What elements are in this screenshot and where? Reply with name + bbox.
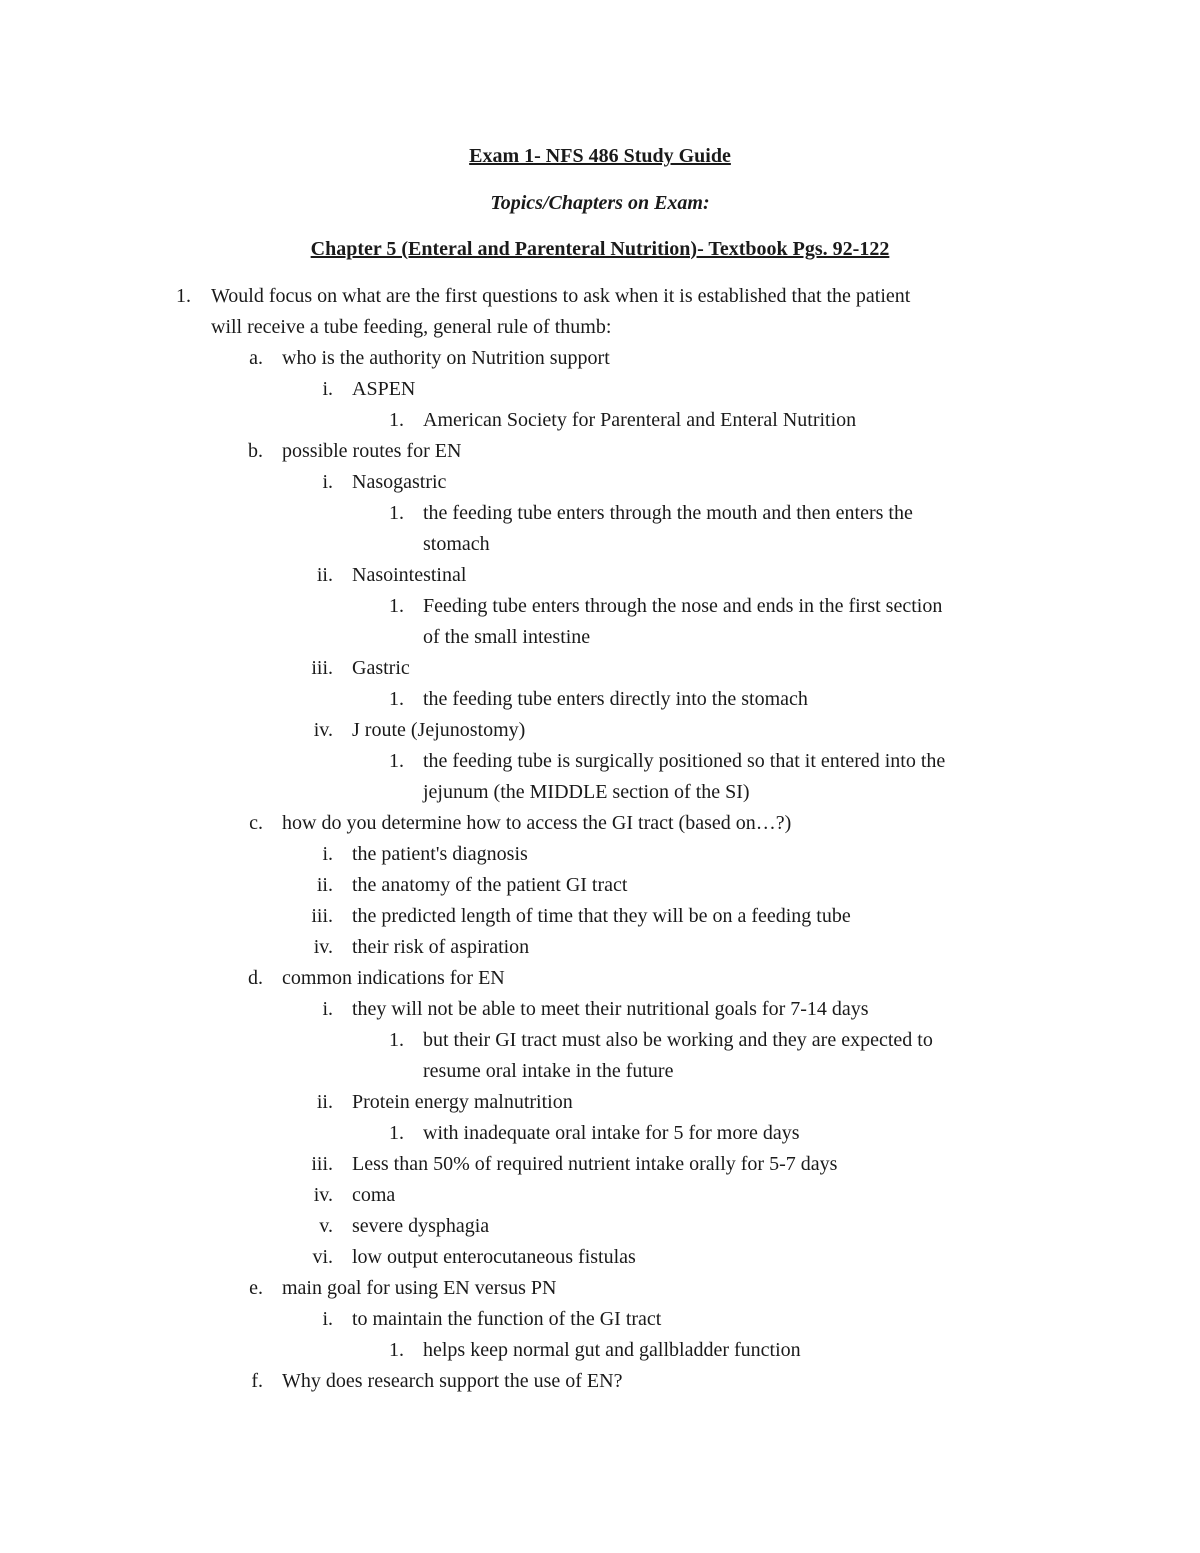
outline-item: [0, 312, 1200, 343]
outline-item: [0, 715, 1200, 746]
outline-item: [0, 1211, 1200, 1242]
outline-item-text: the predicted length of time that they will be on a feeding tube: [352, 905, 851, 927]
outline-item-text: the anatomy of the patient GI tract: [352, 874, 628, 896]
outline-item-marker: i.: [322, 1308, 333, 1330]
outline-item: [0, 1087, 1200, 1118]
outline-item: [0, 281, 1200, 312]
outline-item-text: the feeding tube is surgically positioned so that it entered into the: [423, 750, 946, 772]
outline-item-marker: vi.: [312, 1246, 333, 1268]
outline-item-text: Why does research support the use of EN?: [282, 1370, 623, 1392]
outline-item-marker: e.: [249, 1277, 263, 1299]
outline-item: [0, 374, 1200, 405]
outline-item: [0, 436, 1200, 467]
outline-item-text: American Society for Parenteral and Enteral Nutrition: [423, 409, 857, 431]
outline-item: [0, 1273, 1200, 1304]
outline-item-text: main goal for using EN versus PN: [282, 1277, 557, 1299]
outline-item-text: jejunum (the MIDDLE section of the SI): [423, 781, 750, 803]
outline-item: [0, 405, 1200, 436]
outline-item-marker: a.: [249, 347, 263, 369]
outline-item-text: severe dysphagia: [352, 1215, 490, 1237]
outline-item-marker: iv.: [313, 1184, 333, 1206]
outline-item-text: how do you determine how to access the GI tract (based on…?): [282, 812, 792, 834]
outline-item-marker: 1.: [389, 750, 404, 772]
outline-item-text: with inadequate oral intake for 5 for more days: [423, 1122, 800, 1144]
outline-item-text: who is the authority on Nutrition support: [282, 347, 610, 369]
outline-item-marker: iv.: [313, 936, 333, 958]
outline-item-marker: d.: [248, 967, 263, 989]
outline-item-text: the feeding tube enters directly into the stomach: [423, 688, 808, 710]
outline-item-text: J route (Jejunostomy): [352, 719, 526, 741]
outline-item-marker: ii.: [316, 1091, 333, 1113]
outline-item-marker: f.: [251, 1370, 263, 1392]
outline-item-text: their risk of aspiration: [352, 936, 530, 958]
outline-item: [0, 1180, 1200, 1211]
outline-item-marker: 1.: [389, 595, 404, 617]
outline-item-marker: 1.: [389, 1029, 404, 1051]
document-title: Exam 1- NFS 486 Study Guide: [469, 145, 731, 167]
outline-item-text: ASPEN: [352, 378, 416, 400]
outline-item: [0, 777, 1200, 808]
outline-item: [0, 839, 1200, 870]
outline-item: [0, 622, 1200, 653]
outline-item: [0, 1118, 1200, 1149]
outline-item: [0, 1304, 1200, 1335]
outline-item: [0, 901, 1200, 932]
outline-item: [0, 1242, 1200, 1273]
outline-item-marker: iv.: [313, 719, 333, 741]
outline-item: [0, 560, 1200, 591]
outline-item-marker: c.: [249, 812, 263, 834]
outline-item-text: common indications for EN: [282, 967, 505, 989]
outline-item-text: resume oral intake in the future: [423, 1060, 674, 1082]
outline-item-text: but their GI tract must also be working and they are expected to: [423, 1029, 933, 1051]
outline-item-marker: 1.: [389, 1339, 404, 1361]
outline-item: [0, 684, 1200, 715]
outline-item-text: stomach: [423, 533, 490, 555]
outline-item-text: coma: [352, 1184, 396, 1206]
outline-item-text: of the small intestine: [423, 626, 591, 648]
outline-item-marker: ii.: [316, 564, 333, 586]
outline-item-text: the patient's diagnosis: [352, 843, 528, 865]
outline-item-text: Feeding tube enters through the nose and ends in the first section: [423, 595, 943, 617]
outline-item: [0, 994, 1200, 1025]
outline-item: [0, 1335, 1200, 1366]
outline-item: [0, 343, 1200, 374]
outline-item: [0, 963, 1200, 994]
outline-item-text: helps keep normal gut and gallbladder function: [423, 1339, 801, 1361]
outline-item-marker: i.: [322, 471, 333, 493]
outline-item: [0, 1366, 1200, 1397]
outline-item-text: to maintain the function of the GI tract: [352, 1308, 662, 1330]
outline-item-marker: i.: [322, 378, 333, 400]
outline-item-marker: 1.: [176, 285, 191, 307]
outline-item: [0, 1056, 1200, 1087]
outline-item-marker: iii.: [311, 1153, 333, 1175]
outline-item-text: possible routes for EN: [282, 440, 462, 462]
outline-item-marker: b.: [248, 440, 263, 462]
study-guide-outline: [0, 281, 1200, 1397]
document-subtitle: Topics/Chapters on Exam:: [490, 192, 710, 214]
chapter-heading: Chapter 5 (Enteral and Parenteral Nutrition)- Textbook Pgs. 92-122: [310, 238, 890, 260]
outline-item-text: they will not be able to meet their nutritional goals for 7-14 days: [352, 998, 869, 1020]
outline-item-marker: 1.: [389, 688, 404, 710]
outline-item: [0, 498, 1200, 529]
outline-item: [0, 653, 1200, 684]
outline-item-text: Would focus on what are the first questions to ask when it is established that the patient: [211, 285, 911, 307]
outline-item: [0, 467, 1200, 498]
outline-item: [0, 1149, 1200, 1180]
outline-item-marker: 1.: [389, 502, 404, 524]
outline-item-text: Nasointestinal: [352, 564, 467, 586]
outline-item-marker: v.: [319, 1215, 333, 1237]
outline-item: [0, 870, 1200, 901]
outline-item: [0, 932, 1200, 963]
outline-item-marker: i.: [322, 998, 333, 1020]
outline-item-text: Less than 50% of required nutrient intake orally for 5-7 days: [352, 1153, 838, 1175]
outline-item-marker: iii.: [311, 657, 333, 679]
outline-item: [0, 746, 1200, 777]
outline-item: [0, 529, 1200, 560]
outline-item-text: the feeding tube enters through the mouth and then enters the: [423, 502, 913, 524]
outline-item-marker: iii.: [311, 905, 333, 927]
outline-item: [0, 808, 1200, 839]
outline-item: [0, 591, 1200, 622]
outline-item-text: Gastric: [352, 657, 410, 679]
outline-item-text: will receive a tube feeding, general rule of thumb:: [211, 316, 612, 338]
outline-item-text: low output enterocutaneous fistulas: [352, 1246, 636, 1268]
outline-item-marker: i.: [322, 843, 333, 865]
outline-item-marker: 1.: [389, 1122, 404, 1144]
outline-item-text: Protein energy malnutrition: [352, 1091, 573, 1113]
outline-item-marker: 1.: [389, 409, 404, 431]
outline-item-marker: ii.: [316, 874, 333, 896]
outline-item: [0, 1025, 1200, 1056]
outline-item-text: Nasogastric: [352, 471, 447, 493]
